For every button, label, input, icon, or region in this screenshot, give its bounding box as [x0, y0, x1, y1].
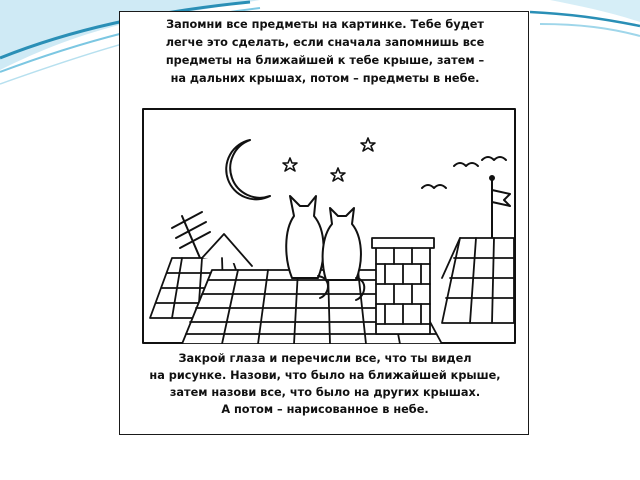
instruction-top	[120, 16, 530, 88]
instruction-bottom-line: на рисунке. Назови, что было на ближайшей крыше,	[149, 369, 501, 382]
instruction-bottom-line: А потом – нарисованное в небе.	[221, 403, 429, 416]
chimney	[372, 238, 434, 334]
instruction-bottom	[120, 350, 530, 418]
instruction-top-line: предметы на ближайшей к тебе крыше, затем –	[165, 54, 485, 67]
instruction-top-line: легче это сделать, если сначала запомнишь все	[165, 36, 485, 49]
instruction-top-line: на дальних крышах, потом – предметы в небе.	[170, 72, 480, 85]
instruction-bottom-line: Закрой глаза и перечисли все, что ты видел	[178, 352, 472, 365]
instruction-bottom-line: затем назови все, что было на других крышах.	[169, 386, 481, 399]
rooftop-cats-illustration	[142, 108, 516, 344]
worksheet-card	[119, 11, 529, 435]
instruction-top-line: Запомни все предметы на картинке. Тебе будет	[166, 18, 484, 31]
